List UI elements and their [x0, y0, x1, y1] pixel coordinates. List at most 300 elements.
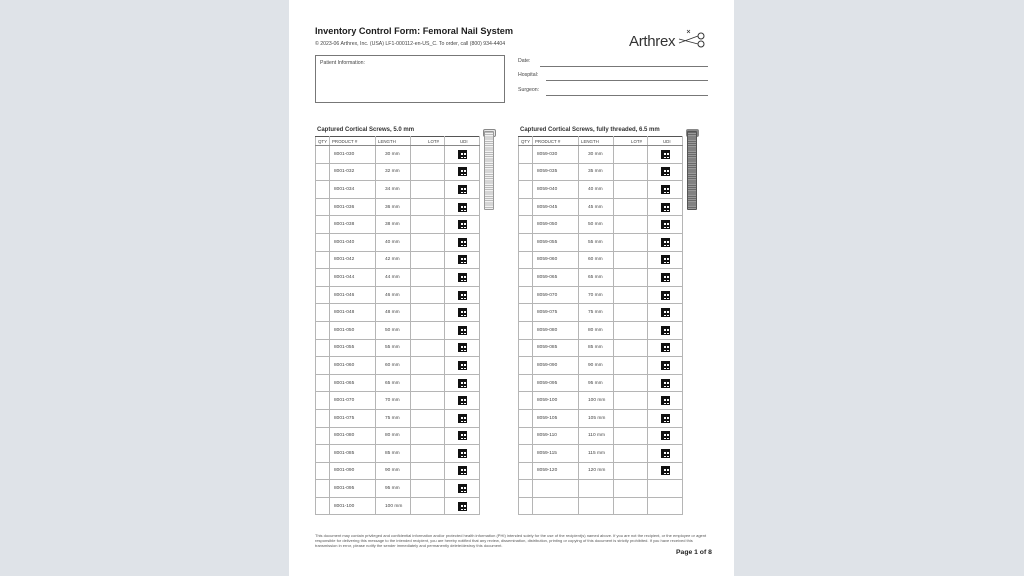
udi-cell: [648, 374, 683, 392]
qty-cell[interactable]: [316, 251, 330, 269]
qr-code-icon: [661, 379, 670, 388]
qr-code-icon: [458, 167, 467, 176]
udi-cell: [648, 216, 683, 234]
length-cell: 32 mm: [376, 163, 411, 181]
qty-cell[interactable]: [316, 198, 330, 216]
qr-code-icon: [458, 414, 467, 423]
qr-code-icon: [458, 203, 467, 212]
qty-cell[interactable]: [316, 269, 330, 287]
qr-code-icon: [458, 185, 467, 194]
length-cell: 50 mm: [376, 321, 411, 339]
qty-cell[interactable]: [316, 445, 330, 463]
lot-cell[interactable]: [614, 462, 648, 480]
lot-cell[interactable]: [411, 357, 445, 375]
length-cell: 75 mm: [579, 304, 614, 322]
product-cell: 8001-100: [330, 497, 376, 515]
product-cell: 8001-042: [330, 251, 376, 269]
product-cell: 8059-075: [533, 304, 579, 322]
qr-code-icon: [661, 308, 670, 317]
table-header-row: [316, 137, 480, 146]
scissors-logo-icon: [677, 26, 709, 50]
lot-cell[interactable]: [614, 445, 648, 463]
qty-cell[interactable]: [316, 286, 330, 304]
surgeon-label: Surgeon:: [518, 87, 540, 93]
lot-cell[interactable]: [411, 163, 445, 181]
length-cell: 75 mm: [376, 409, 411, 427]
lot-cell[interactable]: [411, 339, 445, 357]
qr-code-icon: [458, 484, 467, 493]
udi-cell: [648, 339, 683, 357]
qr-code-icon: [458, 343, 467, 352]
qty-cell[interactable]: [519, 480, 533, 498]
product-cell: 8059-080: [533, 321, 579, 339]
product-cell: 8059-030: [533, 146, 579, 164]
product-cell: 8059-105: [533, 409, 579, 427]
udi-cell: [445, 497, 480, 515]
table-row: [519, 146, 683, 164]
screw-6-5mm-image: [687, 131, 697, 210]
product-cell: 8001-075: [330, 409, 376, 427]
udi-cell: [648, 427, 683, 445]
qty-cell[interactable]: [519, 251, 533, 269]
lot-cell[interactable]: [614, 427, 648, 445]
qr-code-icon: [458, 431, 467, 440]
udi-cell: [445, 233, 480, 251]
qr-code-icon: [458, 220, 467, 229]
lot-cell[interactable]: [411, 497, 445, 515]
product-cell[interactable]: [533, 480, 579, 498]
qr-code-icon: [458, 396, 467, 405]
length-cell: 44 mm: [376, 269, 411, 287]
qr-code-icon: [661, 466, 670, 475]
qr-code-icon: [661, 449, 670, 458]
product-cell: 8001-048: [330, 304, 376, 322]
date-line: [540, 66, 708, 67]
length-cell: 120 mm: [579, 462, 614, 480]
lot-cell[interactable]: [411, 269, 445, 287]
table-row: [519, 357, 683, 375]
product-cell: 8059-050: [533, 216, 579, 234]
lot-cell[interactable]: [614, 374, 648, 392]
section-title-6-5mm: Captured Cortical Screws, fully threaded, 6.5 mm: [520, 127, 660, 133]
length-cell: 48 mm: [376, 304, 411, 322]
lot-cell[interactable]: [614, 392, 648, 410]
lot-cell[interactable]: [411, 480, 445, 498]
qr-code-icon: [458, 273, 467, 282]
lot-cell[interactable]: [614, 233, 648, 251]
qr-code-icon: [458, 326, 467, 335]
qty-cell[interactable]: [316, 374, 330, 392]
col-product: PRODUCT #: [330, 137, 376, 146]
table-row: [316, 427, 480, 445]
qty-cell[interactable]: [519, 304, 533, 322]
lot-cell[interactable]: [614, 251, 648, 269]
length-cell: 38 mm: [376, 216, 411, 234]
screws-6-5mm-table: [518, 136, 683, 515]
length-cell: 36 mm: [376, 198, 411, 216]
udi-cell: [648, 480, 683, 498]
date-field[interactable]: [518, 58, 708, 68]
product-cell: 8059-100: [533, 392, 579, 410]
qty-cell[interactable]: [519, 163, 533, 181]
qty-cell[interactable]: [519, 146, 533, 164]
patient-info-label: Patient Information:: [320, 60, 365, 66]
lot-cell[interactable]: [614, 216, 648, 234]
page-title: Inventory Control Form: Femoral Nail System: [315, 26, 514, 36]
length-cell: 55 mm: [376, 339, 411, 357]
qty-cell[interactable]: [519, 286, 533, 304]
udi-cell: [445, 269, 480, 287]
lot-cell[interactable]: [411, 392, 445, 410]
table-row: [316, 163, 480, 181]
udi-cell: [648, 321, 683, 339]
product-cell: 8001-044: [330, 269, 376, 287]
col-length: LENGTH: [376, 137, 411, 146]
qty-cell[interactable]: [519, 181, 533, 199]
udi-cell: [445, 374, 480, 392]
lot-cell[interactable]: [411, 216, 445, 234]
col-lot: LOT#: [614, 137, 648, 146]
product-cell: 8059-085: [533, 339, 579, 357]
table-row: [519, 269, 683, 287]
length-cell: 30 mm: [376, 146, 411, 164]
lot-cell[interactable]: [411, 427, 445, 445]
qty-cell[interactable]: [519, 445, 533, 463]
lot-cell[interactable]: [411, 251, 445, 269]
qr-code-icon: [661, 185, 670, 194]
length-cell: 70 mm: [579, 286, 614, 304]
product-cell: 8059-115: [533, 445, 579, 463]
table-header-row: [519, 137, 683, 146]
qr-code-icon: [458, 502, 467, 511]
table-row: [316, 146, 480, 164]
qty-cell[interactable]: [519, 392, 533, 410]
qty-cell[interactable]: [316, 304, 330, 322]
table-row: [316, 409, 480, 427]
table-row: [519, 339, 683, 357]
udi-cell: [445, 409, 480, 427]
lot-cell[interactable]: [614, 146, 648, 164]
product-cell: 8001-036: [330, 198, 376, 216]
lot-cell[interactable]: [411, 445, 445, 463]
qr-code-icon: [458, 150, 467, 159]
product-cell: 8001-040: [330, 233, 376, 251]
table-row: [519, 374, 683, 392]
form-page: [289, 0, 734, 576]
udi-cell: [648, 409, 683, 427]
lot-cell[interactable]: [614, 304, 648, 322]
qr-code-icon: [458, 466, 467, 475]
product-cell: 8001-030: [330, 146, 376, 164]
product-cell: 8059-055: [533, 233, 579, 251]
qr-code-icon: [458, 255, 467, 264]
qty-cell[interactable]: [316, 216, 330, 234]
udi-cell: [445, 163, 480, 181]
lot-cell[interactable]: [614, 339, 648, 357]
qr-code-icon: [458, 291, 467, 300]
length-cell: 30 mm: [579, 146, 614, 164]
length-cell: 110 mm: [579, 427, 614, 445]
length-cell: 42 mm: [376, 251, 411, 269]
lot-cell[interactable]: [411, 233, 445, 251]
qr-code-icon: [661, 203, 670, 212]
qty-cell[interactable]: [519, 357, 533, 375]
col-product: PRODUCT #: [533, 137, 579, 146]
udi-cell: [648, 497, 683, 515]
udi-cell: [445, 198, 480, 216]
table-row: [519, 163, 683, 181]
udi-cell: [648, 146, 683, 164]
table-row: [519, 304, 683, 322]
qty-cell[interactable]: [519, 269, 533, 287]
qty-cell[interactable]: [316, 146, 330, 164]
table-row: [519, 392, 683, 410]
lot-cell[interactable]: [411, 146, 445, 164]
lot-cell[interactable]: [614, 321, 648, 339]
hospital-field[interactable]: [518, 72, 708, 82]
table-row: [316, 392, 480, 410]
udi-cell: [648, 233, 683, 251]
product-cell: 8059-110: [533, 427, 579, 445]
table-row: [519, 198, 683, 216]
qr-code-icon: [661, 150, 670, 159]
table-row: [519, 427, 683, 445]
udi-cell: [445, 462, 480, 480]
product-cell: 8001-090: [330, 462, 376, 480]
udi-cell: [648, 269, 683, 287]
product-cell: 8001-065: [330, 374, 376, 392]
qty-cell[interactable]: [316, 321, 330, 339]
length-cell: 115 mm: [579, 445, 614, 463]
qty-cell[interactable]: [519, 462, 533, 480]
lot-cell[interactable]: [614, 269, 648, 287]
qty-cell[interactable]: [519, 233, 533, 251]
udi-cell: [445, 392, 480, 410]
hospital-label: Hospital:: [518, 72, 539, 78]
udi-cell: [445, 304, 480, 322]
length-cell: 90 mm: [579, 357, 614, 375]
lot-cell[interactable]: [614, 286, 648, 304]
qty-cell[interactable]: [519, 374, 533, 392]
table-row: [519, 233, 683, 251]
qty-cell[interactable]: [316, 462, 330, 480]
length-cell: 80 mm: [376, 427, 411, 445]
qty-cell[interactable]: [316, 357, 330, 375]
product-cell: 8001-095: [330, 480, 376, 498]
length-cell: 70 mm: [376, 392, 411, 410]
product-cell: 8001-085: [330, 445, 376, 463]
qty-cell[interactable]: [316, 392, 330, 410]
qty-cell[interactable]: [316, 480, 330, 498]
qr-code-icon: [661, 361, 670, 370]
table-row: [316, 462, 480, 480]
table-row: [519, 409, 683, 427]
table-row: [519, 286, 683, 304]
udi-cell: [648, 304, 683, 322]
length-cell: 85 mm: [376, 445, 411, 463]
page-number: Page 1 of 8: [676, 549, 712, 556]
table-row-empty: [519, 480, 683, 498]
udi-cell: [445, 216, 480, 234]
lot-cell[interactable]: [411, 286, 445, 304]
table-row: [316, 269, 480, 287]
lot-cell[interactable]: [614, 480, 648, 498]
qty-cell[interactable]: [316, 233, 330, 251]
col-udi: UDI: [445, 137, 480, 146]
lot-cell[interactable]: [411, 304, 445, 322]
lot-cell[interactable]: [614, 163, 648, 181]
product-cell[interactable]: [533, 497, 579, 515]
product-cell: 8001-038: [330, 216, 376, 234]
table-row: [519, 181, 683, 199]
table-row: [316, 251, 480, 269]
length-cell: 105 mm: [579, 409, 614, 427]
udi-cell: [648, 445, 683, 463]
qty-cell[interactable]: [316, 497, 330, 515]
col-lot: LOT#: [411, 137, 445, 146]
length-cell: 40 mm: [579, 181, 614, 199]
qty-cell[interactable]: [316, 163, 330, 181]
product-cell: 8059-120: [533, 462, 579, 480]
lot-cell[interactable]: [411, 181, 445, 199]
qty-cell[interactable]: [519, 497, 533, 515]
qr-code-icon: [661, 220, 670, 229]
surgeon-field[interactable]: [518, 87, 708, 97]
col-udi: UDI: [648, 137, 683, 146]
table-row: [519, 321, 683, 339]
udi-cell: [648, 462, 683, 480]
lot-cell[interactable]: [614, 198, 648, 216]
product-cell: 8001-046: [330, 286, 376, 304]
col-qty: QTY: [316, 137, 330, 146]
patient-info-box[interactable]: [315, 55, 505, 103]
length-cell: 34 mm: [376, 181, 411, 199]
qty-cell[interactable]: [519, 216, 533, 234]
product-cell: 8001-070: [330, 392, 376, 410]
qr-code-icon: [458, 449, 467, 458]
lot-cell[interactable]: [411, 374, 445, 392]
qty-cell[interactable]: [316, 409, 330, 427]
lot-cell[interactable]: [614, 181, 648, 199]
length-cell: 60 mm: [376, 357, 411, 375]
lot-cell[interactable]: [411, 198, 445, 216]
table-row: [316, 286, 480, 304]
product-cell: 8001-080: [330, 427, 376, 445]
udi-cell: [648, 251, 683, 269]
length-cell: 45 mm: [579, 198, 614, 216]
product-cell: 8059-045: [533, 198, 579, 216]
table-row: [316, 374, 480, 392]
table-row: [316, 357, 480, 375]
product-cell: 8059-065: [533, 269, 579, 287]
qr-code-icon: [661, 255, 670, 264]
table-row: [316, 321, 480, 339]
length-cell: 65 mm: [579, 269, 614, 287]
table-row: [316, 304, 480, 322]
product-cell: 8059-095: [533, 374, 579, 392]
date-label: Date:: [518, 58, 531, 64]
udi-cell: [445, 286, 480, 304]
udi-cell: [445, 427, 480, 445]
length-cell: 95 mm: [579, 374, 614, 392]
length-cell: 90 mm: [376, 462, 411, 480]
qr-code-icon: [661, 396, 670, 405]
product-cell: 8001-050: [330, 321, 376, 339]
product-cell: 8059-035: [533, 163, 579, 181]
lot-cell[interactable]: [411, 321, 445, 339]
length-cell: 80 mm: [579, 321, 614, 339]
udi-cell: [648, 198, 683, 216]
length-cell[interactable]: [579, 480, 614, 498]
udi-cell: [445, 445, 480, 463]
table-row: [316, 198, 480, 216]
qr-code-icon: [661, 431, 670, 440]
product-cell: 8059-040: [533, 181, 579, 199]
table-row: [519, 216, 683, 234]
udi-cell: [445, 146, 480, 164]
table-row: [316, 339, 480, 357]
qr-code-icon: [458, 238, 467, 247]
lot-cell[interactable]: [411, 462, 445, 480]
lot-cell[interactable]: [614, 497, 648, 515]
length-cell[interactable]: [579, 497, 614, 515]
disclaimer-text: This document may contain privileged and confidential information and/or protected health information (PHI) intended solely for the use of the recipient(s) named above. If you are not the recipient, or the employee or agent responsible for delivering this message to the intended recipient, you are hereby notified that any review, dissemination, distribution, printing or copying of this document is strictly prohibited. If you have received this transmission in error, please notify the sender immediately and permanently delete/destroy this document.: [315, 533, 707, 548]
udi-cell: [648, 392, 683, 410]
table-row: [316, 445, 480, 463]
screw-5mm-image: [484, 131, 494, 210]
table-row: [519, 445, 683, 463]
udi-cell: [648, 286, 683, 304]
qr-code-icon: [458, 379, 467, 388]
col-qty: QTY: [519, 137, 533, 146]
table-row: [316, 497, 480, 515]
qty-cell[interactable]: [519, 198, 533, 216]
length-cell: 85 mm: [579, 339, 614, 357]
qty-cell[interactable]: [519, 409, 533, 427]
length-cell: 46 mm: [376, 286, 411, 304]
length-cell: 65 mm: [376, 374, 411, 392]
product-cell: 8059-070: [533, 286, 579, 304]
qr-code-icon: [661, 343, 670, 352]
lot-cell[interactable]: [411, 409, 445, 427]
lot-cell[interactable]: [614, 357, 648, 375]
length-cell: 55 mm: [579, 233, 614, 251]
table-row: [316, 233, 480, 251]
qty-cell[interactable]: [316, 181, 330, 199]
udi-cell: [445, 321, 480, 339]
col-length: LENGTH: [579, 137, 614, 146]
qty-cell[interactable]: [519, 321, 533, 339]
length-cell: 40 mm: [376, 233, 411, 251]
qty-cell[interactable]: [316, 427, 330, 445]
brand-logo: Arthrex: [629, 33, 676, 50]
lot-cell[interactable]: [614, 409, 648, 427]
hospital-line: [546, 80, 708, 81]
qty-cell[interactable]: [316, 339, 330, 357]
screws-5mm-table: [315, 136, 480, 515]
qr-code-icon: [661, 414, 670, 423]
qr-code-icon: [661, 326, 670, 335]
length-cell: 100 mm: [376, 497, 411, 515]
product-cell: 8001-055: [330, 339, 376, 357]
product-cell: 8059-060: [533, 251, 579, 269]
udi-cell: [648, 181, 683, 199]
qty-cell[interactable]: [519, 427, 533, 445]
udi-cell: [445, 181, 480, 199]
qty-cell[interactable]: [519, 339, 533, 357]
table-row: [519, 462, 683, 480]
table-row-empty: [519, 497, 683, 515]
